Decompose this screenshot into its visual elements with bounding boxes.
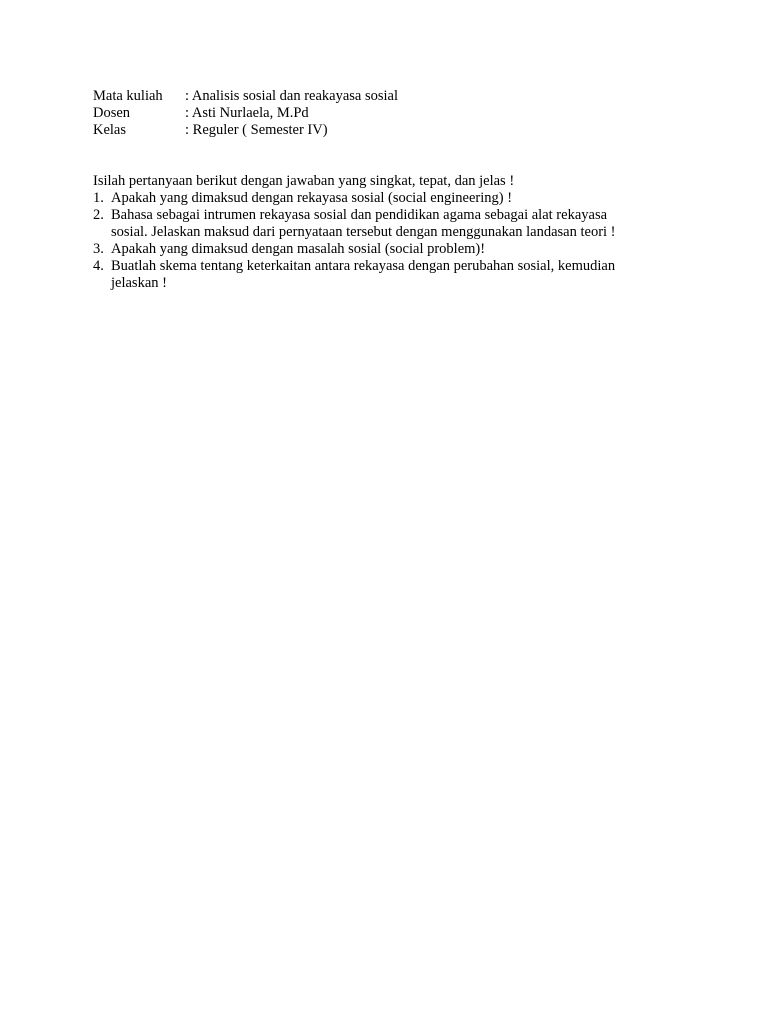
course-info-row-course	[93, 88, 673, 105]
question-text	[111, 241, 673, 258]
question-item	[93, 190, 673, 207]
lecturer-value: : Asti Nurlaela, M.Pd	[185, 105, 309, 121]
exam-sheet	[93, 88, 673, 292]
question-list	[93, 190, 673, 292]
question-text	[111, 258, 673, 292]
course-info	[93, 88, 673, 139]
lecturer-label: Dosen	[93, 105, 131, 121]
question-line: sosial. Jelaskan maksud dari pernyataan tersebut dengan menggunakan landasan teori !	[111, 224, 616, 240]
question-item	[93, 241, 673, 258]
class-value: : Reguler ( Semester IV)	[185, 122, 328, 138]
question-line: Buatlah skema tentang keterkaitan antara rekayasa dengan perubahan sosial, kemudian	[111, 258, 616, 274]
course-info-row-class	[93, 122, 673, 139]
question-item	[93, 207, 673, 241]
course-value: : Analisis sosial dan reakayasa sosial	[185, 88, 399, 104]
question-text	[111, 190, 673, 207]
question-number: 3.	[93, 241, 104, 257]
class-label: Kelas	[93, 122, 127, 138]
course-label: Mata kuliah	[93, 88, 163, 104]
question-line: Bahasa sebagai intrumen rekayasa sosial dan pendidikan agama sebagai alat rekayasa	[111, 207, 608, 223]
question-line: jelaskan !	[111, 275, 167, 291]
question-text	[111, 207, 673, 241]
instruction-text: Isilah pertanyaan berikut dengan jawaban yang singkat, tepat, dan jelas !	[93, 173, 515, 189]
question-line: Apakah yang dimaksud dengan masalah sosial (social problem)!	[111, 241, 486, 257]
question-line: Apakah yang dimaksud dengan rekayasa sosial (social engineering) !	[111, 190, 513, 206]
question-item	[93, 258, 673, 292]
question-number: 1.	[93, 190, 104, 206]
course-info-row-lecturer	[93, 105, 673, 122]
question-number: 2.	[93, 207, 104, 223]
question-number: 4.	[93, 258, 104, 274]
